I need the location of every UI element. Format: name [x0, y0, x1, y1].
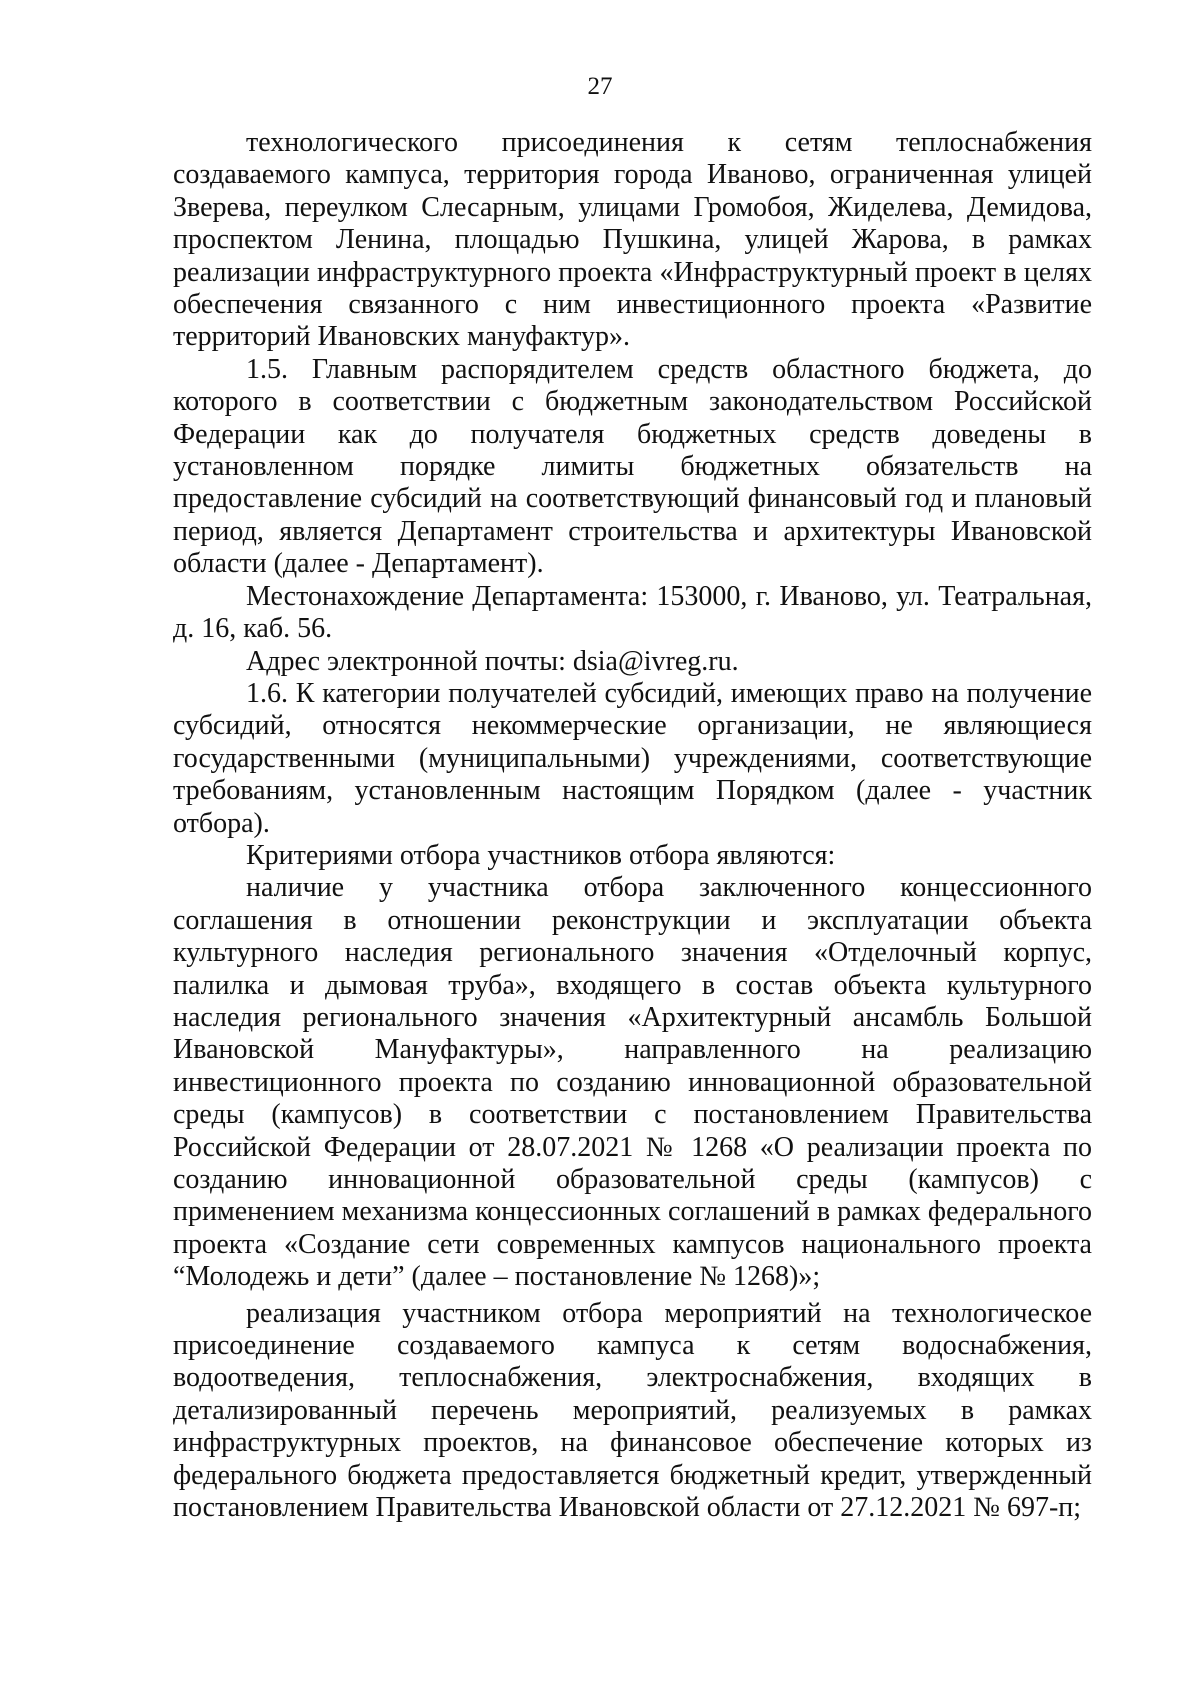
body-text: [173, 127, 1092, 1524]
paragraph-email: Адрес электронной почты: dsia@ivreg.ru.: [246, 645, 739, 677]
paragraph-1-5: 1.5. Главным распорядителем средств областного бюджета, до которого в соответствии с бюджетным законодательством Российской Федерации как до получателя бюджетных средств доведены в установленном порядке лимиты бюджетных обязательств на предоставление субсидий на соответствующий финансовый год и плановый период, является Департамент строительства и архитектуры Ивановской области (далее - Департамент).: [173, 353, 1092, 580]
paragraph-continuation: технологического присоединения к сетям теплоснабжения создаваемого кампуса, территория города Иваново, ограниченная улицей Зверева, переулком Слесарным, улицами Громобоя, Жиделева, Демидова, проспектом Ленина, площадью Пушкина, улицей Жарова, в рамках реализации инфраструктурного проекта «Инфраструктурный проект в целях обеспечения связанного с ним инвестиционного проекта «Развитие территорий Ивановских мануфактур».: [173, 127, 1092, 353]
paragraph-location: Местонахождение Департамента: 153000, г. Иваново, ул. Театральная, д. 16, каб. 56.: [173, 580, 1092, 645]
page-number: 27: [587, 73, 613, 100]
paragraph-1-6: 1.6. К категории получателей субсидий, имеющих право на получение субсидий, относятся некоммерческие организации, не являющиеся государственными (муниципальными) учреждениями, соответствующие требованиям, установленным настоящим Порядком (далее - участник отбора).: [173, 677, 1092, 839]
paragraph-criterion-concession: наличие у участника отбора заключенного концессионного соглашения в отношении реконструкции и эксплуатации объекта культурного наследия регионального значения «Отделочный корпус, палилка и дымовая труба», входящего в состав объекта культурного наследия регионального значения «Архитектурный ансамбль Большой Ивановской Мануфактуры», направленного на реализацию инвестиционного проекта по созданию инновационной образовательной среды (кампусов) в соответствии с постановлением Правительства Российской Федерации от 28.07.2021 № 1268 «О реализации проекта по созданию инновационной образовательной среды (кампусов) с применением механизма концессионных соглашений в рамках федерального проекта «Создание сети современных кампусов национального проекта “Молодежь и дети” (далее – постановление № 1268)»;: [173, 872, 1092, 1293]
paragraph-criteria-heading: Критериями отбора участников отбора являются:: [246, 839, 836, 871]
paragraph-criterion-connection: реализация участником отбора мероприятий на технологическое присоединение создаваемого кампуса к сетям водоснабжения, водоотведения, теплоснабжения, электроснабжения, входящих в детализированный перечень мероприятий, реализуемых в рамках инфраструктурных проектов, на финансовое обеспечение которых из федерального бюджета предоставляется бюджетный кредит, утвержденный постановлением Правительства Ивановской области от 27.12.2021 № 697-п;: [173, 1297, 1092, 1524]
